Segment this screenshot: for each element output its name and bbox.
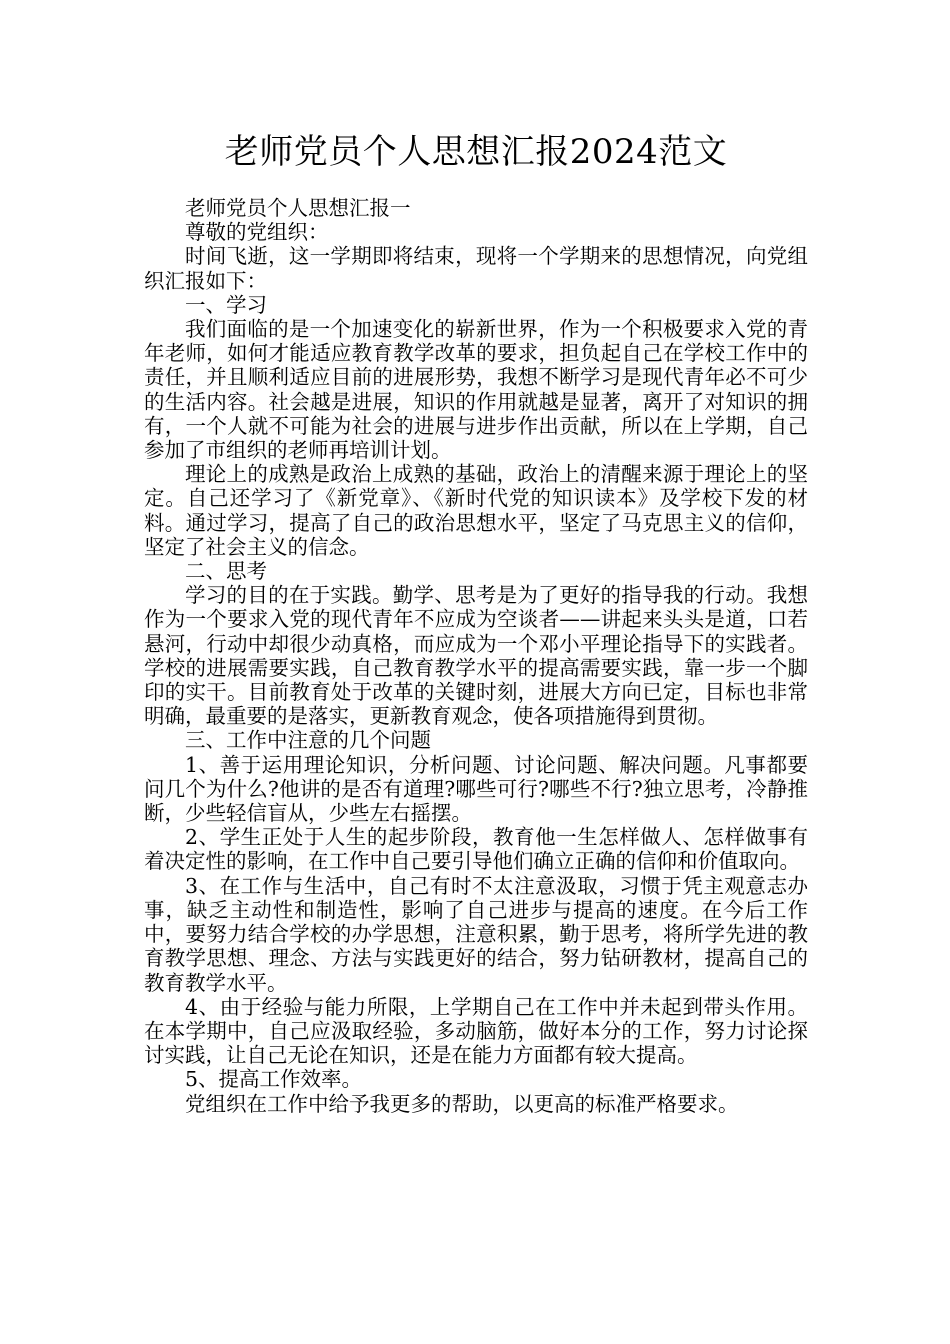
section-heading-study: 一、学习 [185, 292, 267, 317]
document-title: 老师党员个人思想汇报2024范文 [224, 132, 728, 172]
paragraph-closing: 党组织在工作中给予我更多的帮助，以更高的标准严格要求。 [185, 1091, 739, 1116]
document-body [144, 196, 808, 1116]
list-item-issue-5: 5、提高工作效率。 [185, 1067, 363, 1092]
paragraph-study-2: 理论上的成熟是政治上成熟的基础，政治上的清醒来源于理论上的坚定。自己还学习了《新党章》、《新时代党的知识读本》及学校下发的材料。通过学习，提高了自己的政治思想水平，坚定了马克思主义的信仰，坚定了社会主义的信念。 [144, 462, 808, 559]
paragraph-study-1: 我们面临的是一个加速变化的崭新世界，作为一个积极要求入党的青年老师，如何才能适应教育教学改革的要求，担负起自己在学校工作中的责任，并且顺利适应目前的进展形势，我想不断学习是现代青年必不可少的生活内容。社会越是进展，知识的作用就越是显著，离开了对知识的拥有，一个人就不可能为社会的进展与进步作出贡献，所以在上学期，自己参加了市组织的老师再培训计划。 [144, 317, 808, 463]
paragraph-thinking: 学习的目的在于实践。勤学、思考是为了更好的指导我的行动。我想作为一个要求入党的现代青年不应成为空谈者——讲起来头头是道，口若悬河，行动中却很少动真格，而应成为一个邓小平理论指导下的实践者。学校的进展需要实践，自己教育教学水平的提高需要实践，靠一步一个脚印的实干。目前教育处于改革的关键时刻，进展大方向已定，目标也非常明确，最重要的是落实，更新教育观念，使各项措施得到贯彻。 [144, 583, 808, 729]
list-item-issue-2: 2、学生正处于人生的起步阶段，教育他一生怎样做人、怎样做事有着决定性的影响，在工作中自己要引导他们确立正确的信仰和价值取向。 [144, 825, 808, 874]
paragraph-intro: 时间飞逝，这一学期即将结束，现将一个学期来的思想情况，向党组织汇报如下： [144, 244, 808, 293]
list-item-issue-3: 3、在工作与生活中，自己有时不太注意汲取，习惯于凭主观意志办事，缺乏主动性和制造性，影响了自己进步与提高的速度。在今后工作中，要努力结合学校的办学思想，注意积累，勤于思考，将所学先进的教育教学思想、理念、方法与实践更好的结合，努力钻研教材，提高自己的教育教学水平。 [144, 873, 808, 995]
list-item-issue-1: 1、善于运用理论知识，分析问题、讨论问题、解决问题。凡事都要问几个为什么?他讲的是否有道理?哪些可行?哪些不行?独立思考，冷静推断，少些轻信盲从，少些左右摇摆。 [144, 752, 808, 826]
section-heading-issues: 三、工作中注意的几个问题 [185, 728, 431, 753]
paragraph-salutation: 尊敬的党组织： [185, 220, 329, 245]
document-page [144, 130, 808, 1116]
paragraph-subtitle: 老师党员个人思想汇报一 [185, 196, 411, 220]
list-item-issue-4: 4、由于经验与能力所限，上学期自己在工作中并未起到带头作用。在本学期中，自己应汲取经验，多动脑筋，做好本分的工作，努力讨论探讨实践，让自己无论在知识，还是在能力方面都有较大提高。 [144, 994, 808, 1068]
section-heading-thinking: 二、思考 [185, 559, 267, 584]
